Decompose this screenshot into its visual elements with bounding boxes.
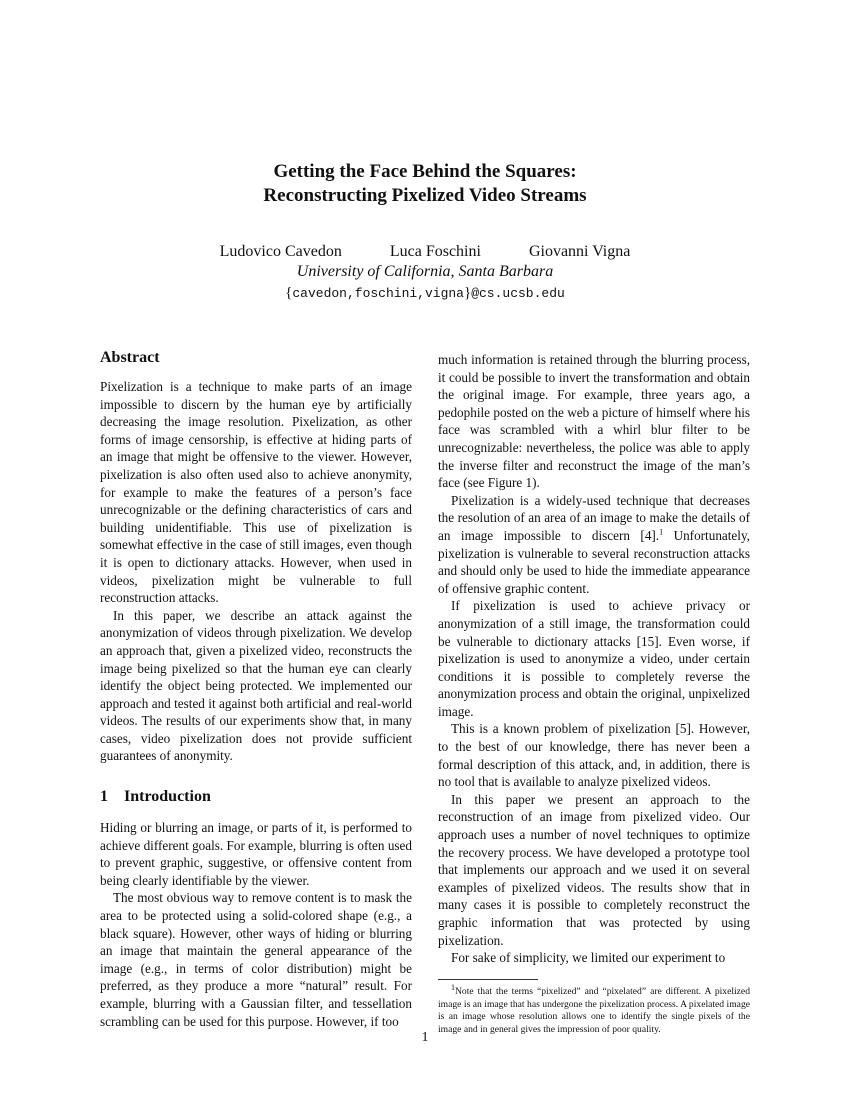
email-open-brace: { bbox=[285, 285, 293, 301]
author-2: Luca Foschini bbox=[389, 243, 481, 260]
abstract-heading: Abstract bbox=[100, 349, 160, 366]
right-column bbox=[438, 351, 750, 1037]
right-paragraph-6: For sake of simplicity, we limited our experiment to bbox=[451, 950, 726, 966]
section-title: Introduction bbox=[124, 788, 211, 806]
right-paragraph-2 bbox=[438, 492, 750, 598]
author-1: Ludovico Cavedon bbox=[219, 243, 342, 260]
right-paragraph-2-part-a: Pixelization is a widely-used technique that decreases the resolution of an area of an image to make the details of an image impossible to discern [4]. bbox=[438, 492, 750, 543]
right-paragraph-1: much information is retained through the blurring process, it could be possible to invert the transformation and obtain the original image. For example, three years ago, a pedophile posted on the web a picture of himself where his face was scrambled with a whirl blur filter to be unrecognizable: nevertheless, the police was able to apply the inverse filter and reconstruct the image of the man’s face (see Figure 1). bbox=[438, 352, 750, 491]
author-emails bbox=[0, 284, 850, 303]
right-paragraph-5: In this paper we present an approach to the reconstruction of an image from pixelized video. Our approach uses a number of novel techniques to optimize the recovery process. We have developed a prototype tool that implements our approach and we used it on several examples of pixelized videos. The results show that in many cases it is possible to completely reconstruct the graphic information that was protected by using pixelization. bbox=[438, 791, 750, 948]
section-number: 1 bbox=[100, 788, 108, 806]
email-domain: @cs.ucsb.edu bbox=[471, 286, 565, 301]
intro-paragraph-1: Hiding or blurring an image, or parts of it, is performed to achieve different goals. For example, blurring is often used to prevent graphic, suggestive, or offensive content from being clearly identifiable by the viewer. bbox=[100, 820, 412, 888]
footnote-divider bbox=[438, 979, 538, 980]
intro-paragraph-2: The most obvious way to remove content is to mask the area to be protected using a solid-colored shape (e.g., a black square). However, other ways of hiding or blurring an image that maintain the general appearance of the image (e.g., in terms of color distribution) might be preferred, as they produce a more “natural” result. For example, blurring with a Gaussian filter, and tessellation scrambling can be used for this purpose. However, if too bbox=[100, 890, 412, 1029]
author-list bbox=[0, 242, 850, 262]
footnote-number: 1 bbox=[451, 982, 455, 992]
affiliation: University of California, Santa Barbara bbox=[296, 263, 554, 280]
paper-title bbox=[0, 160, 850, 208]
left-column bbox=[100, 348, 412, 1030]
author-3: Giovanni Vigna bbox=[528, 243, 631, 260]
footnote-marker: 1 bbox=[659, 527, 664, 537]
abstract-paragraph-1: Pixelization is a technique to make parts of an image impossible to discern by the human eye by artificially decreasing the image resolution. Pixelization, as other forms of image censorship, is effective at hiding parts of an image that might be offensive to the viewer. However, pixelization is also often used also to achieve anonymity, for example to make the features of a person’s face unrecognizable or the defining characteristics of cars and building unidentifiable. This use of pixelization is somewhat effective in the case of still images, even though it is open to dictionary attacks. However, when used in videos, pixelization might be vulnerable to full reconstruction attacks. bbox=[100, 379, 412, 606]
title-line-1: Getting the Face Behind the Squares: bbox=[273, 161, 577, 182]
page-number: 1 bbox=[421, 1030, 429, 1045]
section-heading-introduction bbox=[100, 787, 412, 807]
title-line-2: Reconstructing Pixelized Video Streams bbox=[263, 185, 587, 206]
right-paragraph-2-part-b: Unfortunately, pixelization is vulnerable to several reconstruction attacks and should only be used to hide the immediate appearance of offensive graphic content. bbox=[438, 527, 750, 596]
email-close-brace: } bbox=[464, 285, 472, 301]
right-paragraph-3: If pixelization is used to achieve privacy or anonymization of a still image, the transformation could be vulnerable to dictionary attacks [15]. Even worse, if pixelization is used to anonymize a video, under certain conditions it is possible to completely reverse the anonymization process and obtain the original, unpixelized image. bbox=[438, 598, 750, 719]
abstract-paragraph-2: In this paper, we describe an attack against the anonymization of videos through pixelization. We develop an approach that, given a pixelized video, reconstructs the image being pixelized so that the human eye can clearly identify the object being protected. We implemented our approach and tested it against both artificial and real-world videos. The results of our experiments show that, in many cases, video pixelization does not provide sufficient guarantees of anonymity. bbox=[100, 607, 412, 764]
footnote-text: Note that the terms “pixelized” and “pixelated” are different. A pixelized image is an image that has undergone the pixelization process. A pixelated image is an image whose resolution allows one to identify the single pixels of the image and in general gives the impression of poor quality. bbox=[438, 985, 750, 1036]
right-paragraph-4: This is a known problem of pixelization [5]. However, to the best of our knowledge, there has never been a formal description of this attack, and, in addition, there is no tool that is available to analyze pixelized videos. bbox=[438, 721, 750, 790]
email-names: cavedon,foschini,vigna bbox=[292, 286, 464, 301]
